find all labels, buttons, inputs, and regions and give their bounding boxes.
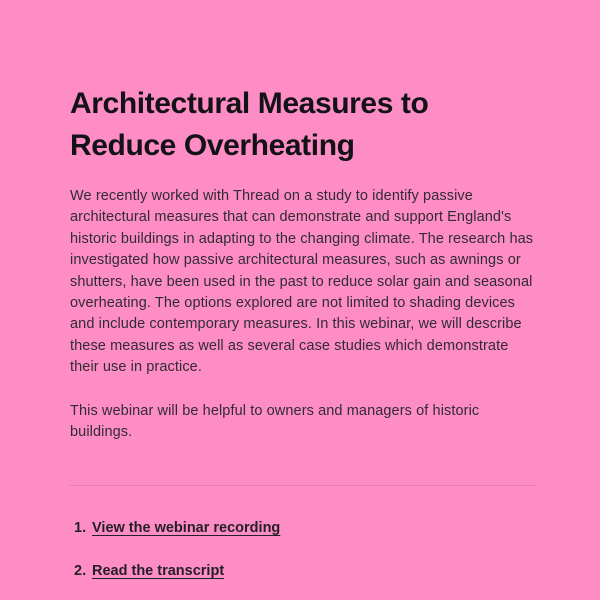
webinar-recording-link[interactable]: View the webinar recording: [92, 520, 281, 537]
resource-list: [70, 520, 537, 579]
intro-paragraph: We recently worked with Thread on a study to identify passive architectural measures that can demonstrate and support England's historic buildings in adapting to the changing climate. The research has investigated how passive architectural measures, such as awnings or shutters, have been used in the past to reduce solar gain and seasonal overheating. The options explored are not limited to shading devices and include contemporary measures. In this webinar, we will describe these measures as well as several case studies which demonstrate their use in practice.: [70, 188, 534, 376]
page-title: Architectural Measures to Reduce Overheating: [70, 87, 429, 162]
list-number: 2.: [74, 563, 87, 580]
transcript-link[interactable]: Read the transcript: [92, 563, 225, 580]
list-number: 1.: [74, 520, 87, 537]
audience-paragraph: This webinar will be helpful to owners and managers of historic buildings.: [70, 402, 480, 441]
divider: [70, 485, 537, 486]
list-item-webinar-recording: [70, 520, 537, 536]
list-item-transcript: [70, 563, 537, 579]
